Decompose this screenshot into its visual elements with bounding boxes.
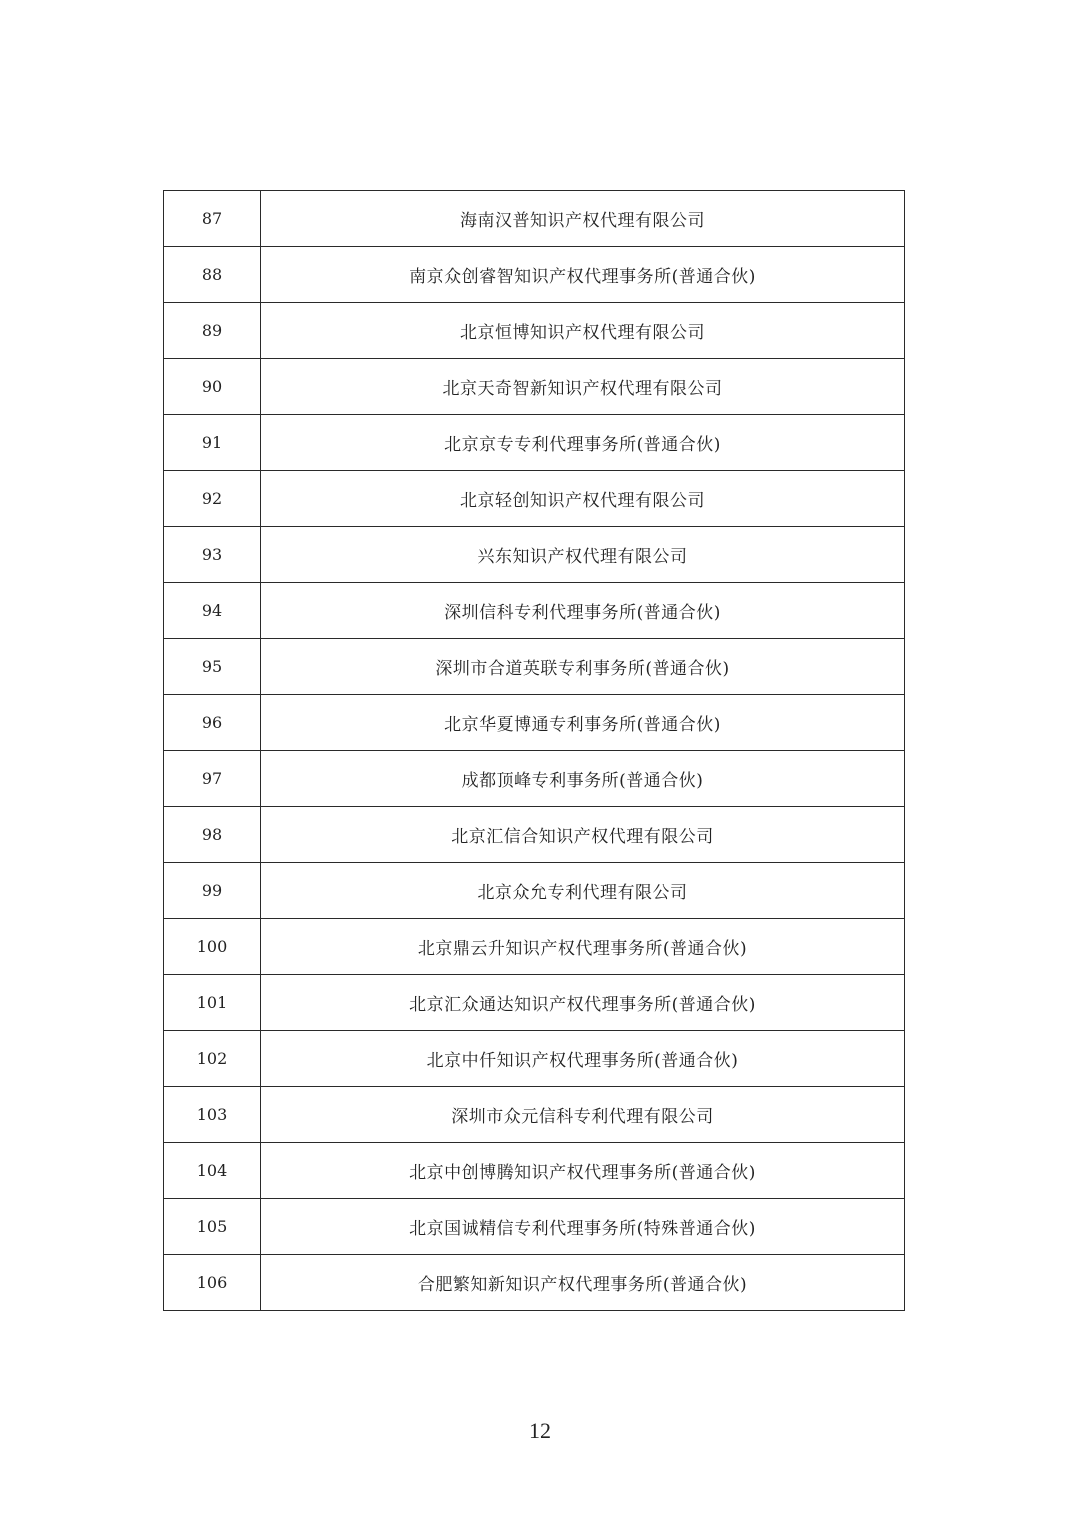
table-row bbox=[164, 1199, 905, 1255]
agency-name-cell: 深圳市众元信科专利代理有限公司 bbox=[261, 1087, 905, 1143]
row-number-cell: 98 bbox=[164, 807, 261, 863]
table-row bbox=[164, 919, 905, 975]
table-row bbox=[164, 695, 905, 751]
table-row bbox=[164, 639, 905, 695]
table-row bbox=[164, 359, 905, 415]
table-row bbox=[164, 1087, 905, 1143]
row-number-cell: 91 bbox=[164, 415, 261, 471]
row-number-cell: 103 bbox=[164, 1087, 261, 1143]
agency-name-cell: 南京众创睿智知识产权代理事务所(普通合伙) bbox=[261, 247, 905, 303]
row-number-cell: 89 bbox=[164, 303, 261, 359]
row-number-cell: 93 bbox=[164, 527, 261, 583]
table-row bbox=[164, 863, 905, 919]
agency-name-cell: 北京汇众通达知识产权代理事务所(普通合伙) bbox=[261, 975, 905, 1031]
row-number-cell: 105 bbox=[164, 1199, 261, 1255]
agency-name-cell: 深圳信科专利代理事务所(普通合伙) bbox=[261, 583, 905, 639]
row-number-cell: 88 bbox=[164, 247, 261, 303]
table-row bbox=[164, 583, 905, 639]
agency-table-body bbox=[164, 191, 905, 1311]
row-number-cell: 94 bbox=[164, 583, 261, 639]
agency-name-cell: 北京京专专利代理事务所(普通合伙) bbox=[261, 415, 905, 471]
agency-name-cell: 北京华夏博通专利事务所(普通合伙) bbox=[261, 695, 905, 751]
agency-name-cell: 北京鼎云升知识产权代理事务所(普通合伙) bbox=[261, 919, 905, 975]
table-row bbox=[164, 527, 905, 583]
table-row bbox=[164, 807, 905, 863]
row-number-cell: 90 bbox=[164, 359, 261, 415]
row-number-cell: 104 bbox=[164, 1143, 261, 1199]
table-row bbox=[164, 191, 905, 247]
row-number-cell: 97 bbox=[164, 751, 261, 807]
agency-name-cell: 北京国诚精信专利代理事务所(特殊普通合伙) bbox=[261, 1199, 905, 1255]
row-number-cell: 95 bbox=[164, 639, 261, 695]
row-number-cell: 92 bbox=[164, 471, 261, 527]
row-number-cell: 87 bbox=[164, 191, 261, 247]
row-number-cell: 102 bbox=[164, 1031, 261, 1087]
agency-name-cell: 兴东知识产权代理有限公司 bbox=[261, 527, 905, 583]
agency-name-cell: 北京轻创知识产权代理有限公司 bbox=[261, 471, 905, 527]
table-row bbox=[164, 303, 905, 359]
table-row bbox=[164, 471, 905, 527]
agency-name-cell: 北京众允专利代理有限公司 bbox=[261, 863, 905, 919]
table-row bbox=[164, 1143, 905, 1199]
table-row bbox=[164, 1255, 905, 1311]
agency-table bbox=[163, 190, 905, 1311]
agency-name-cell: 成都顶峰专利事务所(普通合伙) bbox=[261, 751, 905, 807]
table-row bbox=[164, 1031, 905, 1087]
table-row bbox=[164, 415, 905, 471]
agency-name-cell: 北京天奇智新知识产权代理有限公司 bbox=[261, 359, 905, 415]
table-row bbox=[164, 751, 905, 807]
agency-name-cell: 深圳市合道英联专利事务所(普通合伙) bbox=[261, 639, 905, 695]
agency-name-cell: 北京中仟知识产权代理事务所(普通合伙) bbox=[261, 1031, 905, 1087]
row-number-cell: 96 bbox=[164, 695, 261, 751]
agency-name-cell: 海南汉普知识产权代理有限公司 bbox=[261, 191, 905, 247]
row-number-cell: 100 bbox=[164, 919, 261, 975]
row-number-cell: 99 bbox=[164, 863, 261, 919]
row-number-cell: 106 bbox=[164, 1255, 261, 1311]
agency-name-cell: 北京汇信合知识产权代理有限公司 bbox=[261, 807, 905, 863]
table-row bbox=[164, 975, 905, 1031]
row-number-cell: 101 bbox=[164, 975, 261, 1031]
page-number: 12 bbox=[529, 1418, 551, 1443]
agency-table-container bbox=[163, 190, 905, 1311]
table-row bbox=[164, 247, 905, 303]
agency-name-cell: 北京恒博知识产权代理有限公司 bbox=[261, 303, 905, 359]
agency-name-cell: 北京中创博腾知识产权代理事务所(普通合伙) bbox=[261, 1143, 905, 1199]
agency-name-cell: 合肥繁知新知识产权代理事务所(普通合伙) bbox=[261, 1255, 905, 1311]
